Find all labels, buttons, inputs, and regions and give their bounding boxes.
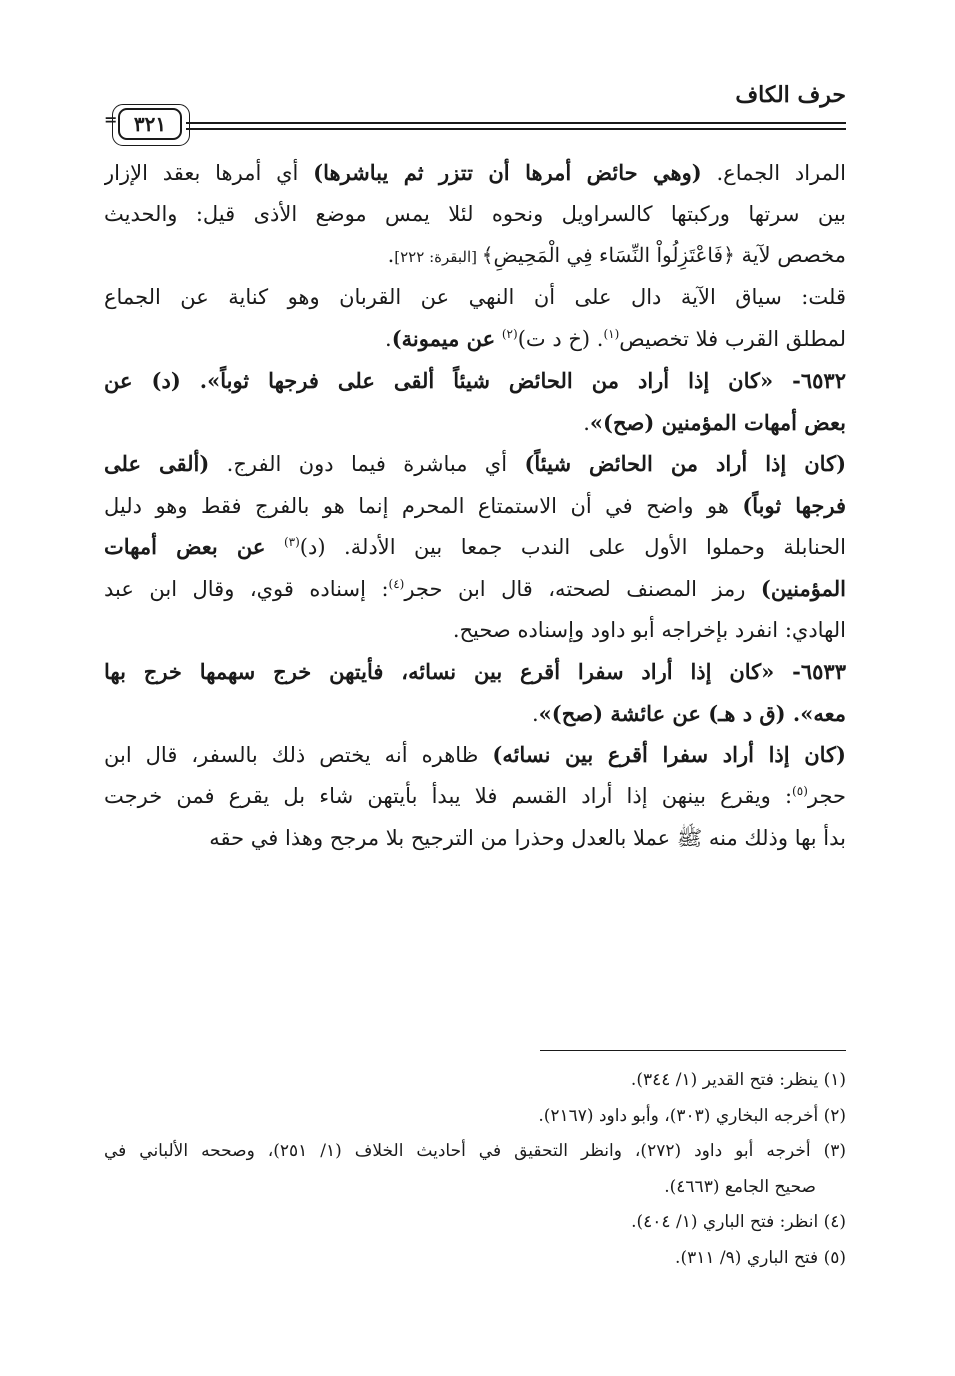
bold-text: (كان إذا أراد سفرا أقرع بين نسائه) [492,742,846,768]
text-line [104,776,846,818]
text-line [104,734,846,776]
text-line [104,318,846,360]
bold-text: (وهي حائض أمرها أن تتزر ثم يباشرها) [313,160,702,185]
text-run: ظاهره أنه يختص ذلك بالسفر، قال ابن [104,743,493,768]
footnote-ref: (٣) [283,535,300,550]
footnote: (٣) أخرجه أبو داود (٢٧٢)، وانظر التحقيق في أحاديث الخلاف (١/ ٢٥١)، وصححه الألباني في [104,1141,846,1161]
text-line [104,360,846,402]
text-line [104,568,846,610]
text-line [104,610,846,652]
text-run: . [385,327,392,352]
text-run: لمطلق القرب فلا تخصيص [619,327,846,352]
footnote-ref: (٢) [501,327,518,342]
text-run [265,535,284,559]
text-run: بدأ بها وذلك منه ﷺ عملا بالعدل وحذرا من الترجيح بلا مرجح وهذا في حقه [209,825,846,850]
text-run: أي أمرها بعقد الإزار [104,161,314,185]
paragraph [104,443,846,651]
text-run: هو واضح في أن الاستمتاع المحرم إنما هو بالفرج فقط وهو دليل [104,493,743,518]
text-run: . (خ د ت) [517,327,604,352]
text-run: الحنابلة وحملوا الأول على الندب جمعا بين الأدلة. (د) [299,535,846,560]
bold-text: عن بعض أمهات [104,534,266,560]
text-line [104,277,846,319]
bold-text: فرجها ثوباً) [742,492,846,518]
citation: [البقرة: ٢٢٢] [394,248,482,267]
header-rule [186,122,846,124]
bold-text: ٦٥٣٢- «كان إذا أراد من الحائض شيئاً ألقى على فرجها ثوباً». (د) عن [104,367,846,393]
text-line [104,152,846,194]
text-line [104,485,846,527]
text-run: . [583,410,590,435]
text-run [495,327,502,351]
footnote: (١) ينظر: فتح القدير (١/ ٣٤٤). [630,1070,846,1090]
quran-quote: ﴿فَاعْتَزِلُواْ النِّسَاء فِي الْمَحِيضِ﴾ [481,243,735,268]
footnote-ref: (٤) [388,576,405,591]
text-run: أي مباشرة فيما دون الفرج. [209,452,525,477]
text-line [104,194,846,236]
page-number: ٣٢١ [118,108,182,140]
footnotes [104,1063,846,1276]
text-run: المراد الجماع. [701,161,846,185]
text-run: بين سرتها وركبتها كالسراويل ونحوه لئلا يمس موضع الأذى قيل: والحديث [104,201,846,226]
header-rule [186,128,846,130]
page-header [104,82,846,142]
text-line [104,402,846,444]
paragraph [104,734,846,859]
text-run: قلت: سياق الآية دال على أن النهي عن القربان وهو كناية عن الجماع [104,284,846,309]
text-run: رمز المصنف لصحته، قال ابن حجر [404,576,761,601]
text-line [104,526,846,568]
footnote-ref: (٥) [792,783,808,798]
footnote: (٤) انظر: فتح الباري (١/ ٤٠٤). [631,1212,846,1232]
footnote: (٥) فتح الباري (٩/ ٣١١). [675,1247,846,1268]
text-line [104,693,846,735]
text-run: : إسناده قوي، وقال ابن عبد [104,576,389,601]
footnote: (٢) أخرجه البخاري (٣٠٣)، وأبو داود (٢١٦٧). [538,1105,846,1126]
footnote: صحيح الجامع (٤٦٦٣). [664,1176,816,1197]
bold-text: (ألقى على [104,451,210,477]
bold-text: المؤمنين) [760,575,846,601]
text-line [104,235,846,277]
text-run: : ويقرع بينهن إذا أراد القسم فلا يبدأ بأيتهن شاء بل يقرع فمن خرجت [104,783,793,808]
bold-text: معه». (ق د هـ) عن عائشة (صح)» [538,700,846,726]
footnote-ref: (١) [603,327,620,342]
text-run: . [531,701,539,726]
text-run: . [387,243,395,268]
paragraph [104,360,846,443]
bold-text: (كان إذا أراد من الحائض شيئاً) [524,451,846,477]
footnote-separator [540,1050,846,1051]
text-line [104,443,846,485]
paragraph [104,651,846,734]
text-run: مخصص لآية [734,243,846,268]
paragraph [104,152,846,277]
bold-text: بعض أمهات المؤمنين (صح)» [589,409,846,435]
text-run: حجر [807,783,846,808]
paragraph [104,277,846,360]
text-run: الهادي: انفرد بإخراجه أبو داود وإسناده صحيح. [452,617,846,642]
text-line [104,651,846,693]
bold-text: عن ميمونة) [391,326,496,352]
text-line [104,818,846,860]
running-title: حرف الكاف [735,82,846,108]
bold-text: ٦٥٣٣- «كان إذا أراد سفرا أقرع بين نسائه، فأيتهن خرج سهمها خرج بها [104,659,846,685]
header-marker: = [104,110,118,129]
main-text [104,152,846,859]
